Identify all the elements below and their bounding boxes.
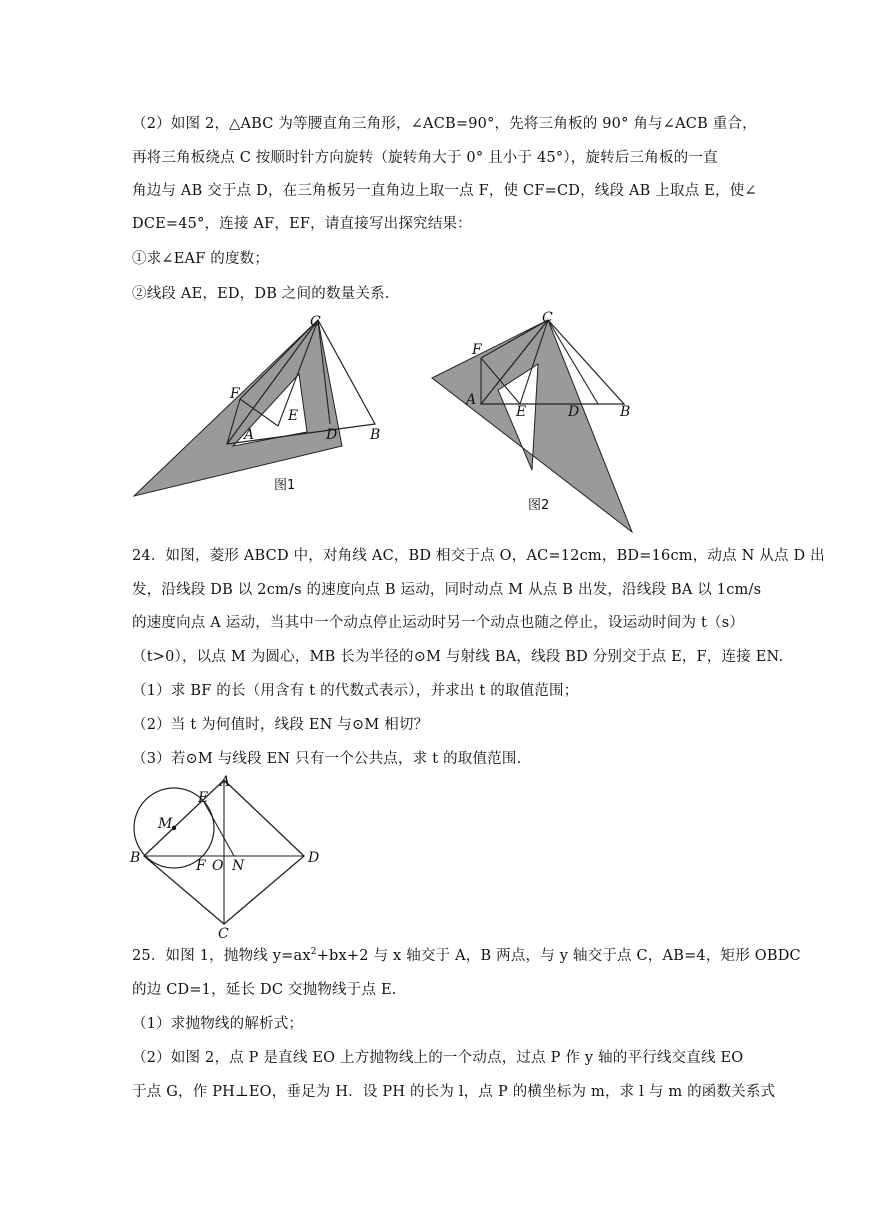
p25-line-3: （1）求抛物线的解析式； [132, 1016, 304, 1032]
p24-line-5: （1）求 BF 的长（用含有 t 的代数式表示），并求出 t 的取值范围； [132, 683, 579, 699]
p24-line-3: 的速度向点 A 运动，当其中一个动点停止运动时另一个动点也随之停止，设运动时间为 t（s） [132, 615, 745, 631]
p23-line-3: 角边与 AB 交于点 D，在三角板另一直角边上取一点 F，使 CF=CD，线段 AB 上取点 E，使∠ [132, 183, 757, 199]
rhombus-figure [124, 772, 324, 940]
rhombus-label-o: O [212, 858, 224, 874]
fig1-label-c: C [310, 314, 321, 330]
fig1-label-d: D [326, 427, 338, 443]
rhombus-label-b: B [130, 850, 141, 866]
p23-line-2: 再将三角板绕点 C 按顺时针方向旋转（旋转角大于 0° 且小于 45°），旋转后三角板的一直 [132, 150, 718, 166]
p24-line-1: 24．如图，菱形 ABCD 中，对角线 AC，BD 相交于点 O，AC=12cm，BD=16cm，动点 N 从点 D 出 [132, 548, 825, 564]
p25-line-2: 的边 CD=1，延长 DC 交抛物线于点 E. [132, 982, 397, 998]
fig1-label-a: A [244, 427, 255, 443]
p25-line-1-sup: 2 [310, 947, 317, 958]
rhombus-label-d: D [308, 850, 320, 866]
p23-line-6: ②线段 AE，ED，DB 之间的数量关系. [132, 286, 390, 302]
rhombus-label-n: N [232, 858, 245, 874]
p23-line-5: ①求∠EAF 的度数； [132, 251, 270, 267]
figure-2 [428, 308, 658, 536]
p25-line-1-pre: 25．如图 1，抛物线 y=ax [132, 948, 311, 964]
figure-1 [130, 308, 400, 508]
figure-2-caption: 图2 [528, 498, 550, 513]
rhombus-label-a: A [220, 774, 231, 790]
p24-line-6: （2）当 t 为何值时，线段 EN 与⊙M 相切？ [132, 717, 429, 733]
fig2-label-b: B [620, 404, 631, 420]
fig2-label-e: E [516, 404, 527, 420]
p23-line-1: （2）如图 2，△ABC 为等腰直角三角形，∠ACB=90°，先将三角板的 90° 角与∠ACB 重合， [132, 116, 757, 132]
fig2-label-f: F [472, 342, 482, 358]
fig2-label-a: A [466, 392, 477, 408]
triangle-board-shape [134, 320, 342, 496]
fig1-label-b: B [370, 427, 381, 443]
p24-line-2: 发，沿线段 DB 以 2cm/s 的速度向点 B 运动，同时动点 M 从点 B 出发，沿线段 BA 以 1cm/s [132, 582, 762, 598]
figure-1-caption: 图1 [274, 478, 296, 493]
p24-line-7: （3）若⊙M 与线段 EN 只有一个公共点，求 t 的取值范围. [132, 751, 522, 767]
p25-line-4: （2）如图 2，点 P 是直线 EO 上方抛物线上的一个动点，过点 P 作 y 轴的平行线交直线 EO [132, 1050, 744, 1066]
p25-line-1-post: +bx+2 与 x 轴交于 A，B 两点，与 y 轴交于点 C，AB=4，矩形 OBDC [316, 948, 801, 964]
rhombus-label-c: C [218, 926, 229, 940]
fig1-label-f: F [230, 386, 240, 402]
fig2-label-d: D [568, 404, 580, 420]
p23-line-4: DCE=45°，连接 AF，EF，请直接写出探究结果： [132, 216, 472, 232]
rhombus-label-m: M [158, 816, 173, 832]
rhombus-label-e: E [198, 790, 209, 806]
p25-line-1 [132, 946, 801, 966]
rhombus-label-f: F [196, 858, 206, 874]
fig2-label-c: C [542, 310, 553, 326]
fig1-label-e: E [288, 408, 299, 424]
p25-line-5: 于点 G，作 PH⊥EO，垂足为 H．设 PH 的长为 l，点 P 的横坐标为 m，求 l 与 m 的函数关系式 [132, 1084, 776, 1100]
p24-line-4: （t>0），以点 M 为圆心，MB 长为半径的⊙M 与射线 BA，线段 BD 分别交于点 E，F，连接 EN. [132, 649, 784, 665]
